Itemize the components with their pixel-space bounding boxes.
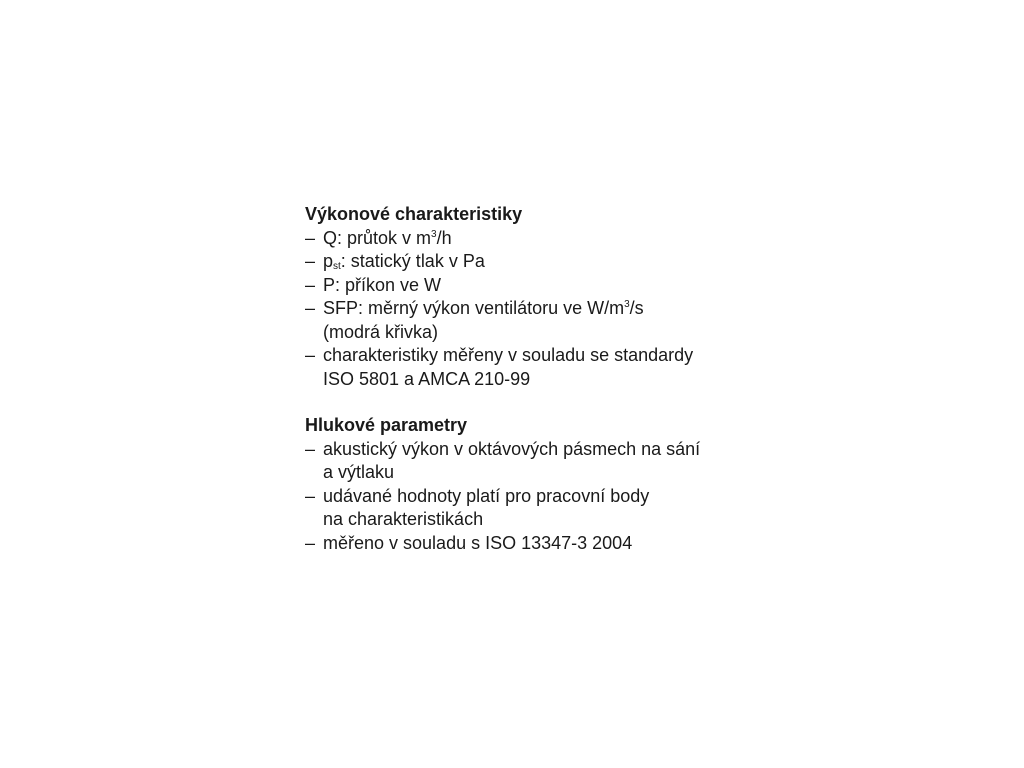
document-body xyxy=(305,203,825,555)
item-text-line2: na charakteristikách xyxy=(323,509,484,529)
list-item xyxy=(305,227,825,251)
item-text: měřeno v souladu s ISO 13347-3 2004 xyxy=(323,532,633,553)
list-item xyxy=(305,344,825,391)
list-item xyxy=(305,250,825,274)
section-performance xyxy=(305,203,825,391)
section-title-performance: Výkonové charakteristiky xyxy=(305,204,523,224)
list-item xyxy=(305,485,825,532)
list-item xyxy=(305,532,825,556)
item-text: $p_{st}$: statický tlak v Pa xyxy=(323,251,485,272)
item-text-line1: SFP: měrný výkon ventilátoru ve $W/m^3/s$ xyxy=(323,298,644,318)
item-text-line2: (modrá křivka) xyxy=(323,321,439,342)
bullet-dash: – xyxy=(305,274,316,295)
item-text-line1: udávané hodnoty platí pro pracovní body xyxy=(323,485,650,506)
bullet-dash: – xyxy=(305,438,316,459)
noise-list xyxy=(305,438,825,556)
bullet-dash: – xyxy=(305,345,316,365)
bullet-dash: – xyxy=(305,298,316,318)
item-text-line1: akustický výkon v oktávových pásmech na sání xyxy=(323,438,701,459)
list-item xyxy=(305,274,825,298)
bullet-dash: – xyxy=(305,227,316,248)
item-text-line2: ISO 5801 a AMCA 210-99 xyxy=(323,368,531,389)
performance-list xyxy=(305,227,825,392)
item-text: Q: průtok v $m^3/h$ xyxy=(323,227,452,248)
item-text: P: příkon ve W xyxy=(323,274,442,295)
bullet-dash: – xyxy=(305,485,316,506)
bullet-dash: – xyxy=(305,532,316,553)
list-item xyxy=(305,297,825,344)
bullet-dash: – xyxy=(305,251,316,271)
section-title-noise: Hlukové parametry xyxy=(305,415,468,435)
section-noise xyxy=(305,414,825,555)
item-text-line2: a výtlaku xyxy=(323,462,395,482)
item-text-line1: charakteristiky měřeny v souladu se standardy xyxy=(323,345,694,365)
list-item xyxy=(305,438,825,485)
